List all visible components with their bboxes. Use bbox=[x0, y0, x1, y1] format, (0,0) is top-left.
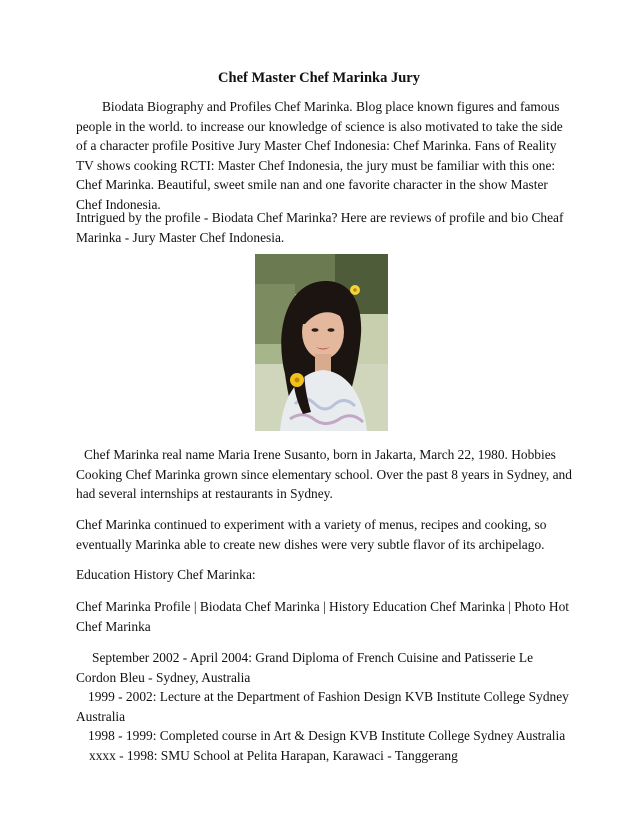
intro-paragraph: Biodata Biography and Profiles Chef Marinka. Blog place known figures and famous people in the world. to increase our knowledge of science is also motivated to take the side of a character profile Positive Jury Master Chef Indonesia: Chef Marinka. Fans of Reality TV shows cooking RCTI: Master Chef Indonesia, the jury must be familiar with this one: Chef Marinka. Beautiful, sweet smile nan and one favorite character in the show Master Chef Indonesia. bbox=[76, 99, 563, 212]
page-title: Chef Master Chef Marinka Jury bbox=[218, 70, 420, 86]
chef-portrait-photo bbox=[255, 254, 388, 431]
experiment-paragraph: Chef Marinka continued to experiment with a variety of menus, recipes and cooking, so eventually Marinka able to create new dishes were very subtle flavor of its archipelago. bbox=[76, 517, 547, 552]
education-heading: Education History Chef Marinka: bbox=[76, 567, 256, 582]
portrait-illustration bbox=[255, 254, 388, 431]
profile-links-line: Chef Marinka Profile | Biodata Chef Marinka | History Education Chef Marinka | Photo Hot Chef Marinka bbox=[76, 599, 569, 634]
real-name-paragraph: Chef Marinka real name Maria Irene Susanto, born in Jakarta, March 22, 1980. Hobbies Cooking Chef Marinka grown since elementary school. Over the past 8 years in Sydney, and had several internships at restaurants in Sydney. bbox=[76, 447, 572, 501]
education-item: xxxx - 1998: SMU School at Pelita Harapan, Karawaci - Tanggerang bbox=[89, 747, 458, 763]
education-list bbox=[76, 648, 576, 765]
education-item: 1998 - 1999: Completed course in Art & Design KVB Institute College Sydney Australia bbox=[88, 728, 566, 743]
education-item: September 2002 - April 2004: Grand Diploma of French Cuisine and Patisserie Le Cordon Bleu - Sydney, Australia bbox=[76, 650, 534, 685]
intrigued-paragraph: Intrigued by the profile - Biodata Chef Marinka? Here are reviews of profile and bio Cheaf Marinka - Jury Master Chef Indonesia. bbox=[76, 210, 564, 245]
education-item: 1999 - 2002: Lecture at the Department of Fashion Design KVB Institute College Sydney Australia bbox=[76, 689, 569, 724]
